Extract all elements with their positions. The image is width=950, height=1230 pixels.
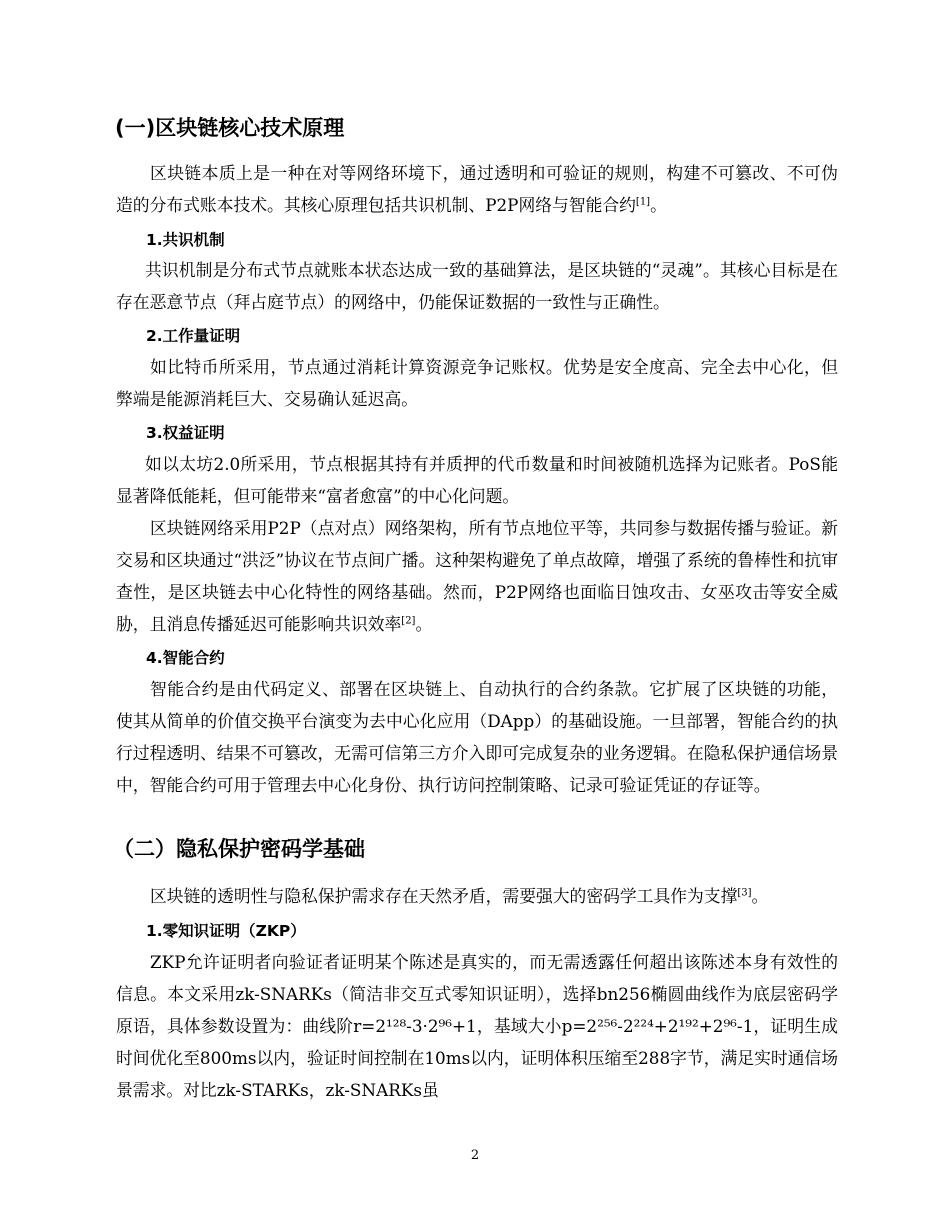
- paragraph-zero-knowledge-proof: ZKP允许证明者向验证者证明某个陈述是真实的，而无需透露任何超出该陈述本身有效性的信息。本文采用zk-SNARKs（简洁非交互式零知识证明），选择bn256椭圆曲线作为底层密码学原语，具体参数设置为：曲线阶r=2¹²⁸-3·2⁹⁶+1，基域大小p=2²⁵⁶-2²²⁴+2¹⁹²+2⁹⁶-1，证明生成时间优化至800ms以内，验证时间控制在10ms以内，证明体积压缩至288字节，满足实时通信场景需求。对比zk-STARKs，zk-SNARKs虽: [116, 952, 838, 1100]
- subheading-consensus: 1.共识机制: [146, 231, 225, 249]
- paragraph-privacy-intro: [116, 880, 838, 912]
- paragraph-blockchain-intro: [116, 157, 838, 221]
- citation-ref: [3]: [737, 887, 752, 899]
- paragraph-proof-of-stake: 如以太坊2.0所采用，节点根据其持有并质押的代币数量和时间被随机选择为记账者。PoS能显著降低能耗，但可能带来“富者愈富”的中心化问题。: [116, 454, 838, 506]
- subheading-proof-of-work: 2.工作量证明: [146, 327, 241, 345]
- paragraph-proof-of-work: 如比特币所采用，节点通过消耗计算资源竞争记账权。优势是安全度高、完全去中心化，但弊端是能源消耗巨大、交易确认延迟高。: [116, 357, 838, 409]
- paragraph-consensus: 共识机制是分布式节点就账本状态达成一致的基础算法，是区块链的“灵魂”。其核心目标是在存在恶意节点（拜占庭节点）的网络中，仍能保证数据的一致性与正确性。: [116, 260, 838, 312]
- citation-ref: [2]: [401, 615, 416, 627]
- citation-ref: [1]: [635, 196, 651, 208]
- page-number: 2: [470, 1148, 480, 1163]
- subheading-smart-contracts: 4.智能合约: [146, 649, 225, 667]
- paragraph-text: 区块链网络采用P2P（点对点）网络架构，所有节点地位平等，共同参与数据传播与验证。新交易和区块通过“洪泛”协议在节点间广播。这种架构避免了单点故障，增强了系统的鲁棒性和抗审查性，是区块链去中心化特性的网络基础。然而，P2P网络也面临日蚀攻击、女巫攻击等安全威胁，且消息传播延迟可能影响共识效率: [116, 518, 838, 634]
- paragraph-text: 区块链的透明性与隐私保护需求存在天然矛盾，需要强大的密码学工具作为支撑: [150, 886, 738, 906]
- paragraph-text: 区块链本质上是一种在对等网络环境下，通过透明和可验证的规则，构建不可篡改、不可伪造的分布式账本技术。其核心原理包括共识机制、P2P网络与智能合约: [116, 163, 838, 215]
- paragraph-end: 。: [650, 195, 667, 215]
- section-heading-blockchain-principles: (一)区块链核心技术原理: [115, 116, 345, 140]
- subheading-proof-of-stake: 3.权益证明: [146, 424, 225, 442]
- section-heading-privacy-crypto: （二）隐私保护密码学基础: [113, 837, 365, 861]
- paragraph-smart-contracts: 智能合约是由代码定义、部署在区块链上、自动执行的合约条款。它扩展了区块链的功能，使其从简单的价值交换平台演变为去中心化应用（DApp）的基础设施。一旦部署，智能合约的执行过程透明、结果不可篡改，无需可信第三方介入即可完成复杂的业务逻辑。在隐私保护通信场景中，智能合约可用于管理去中心化身份、执行访问控制策略、记录可验证凭证的存证等。: [116, 679, 838, 795]
- paragraph-end: 。: [415, 614, 433, 634]
- subheading-zero-knowledge-proof: 1.零知识证明（ZKP）: [146, 922, 306, 940]
- paragraph-end: 。: [751, 886, 769, 906]
- paragraph-p2p-network: [116, 512, 838, 640]
